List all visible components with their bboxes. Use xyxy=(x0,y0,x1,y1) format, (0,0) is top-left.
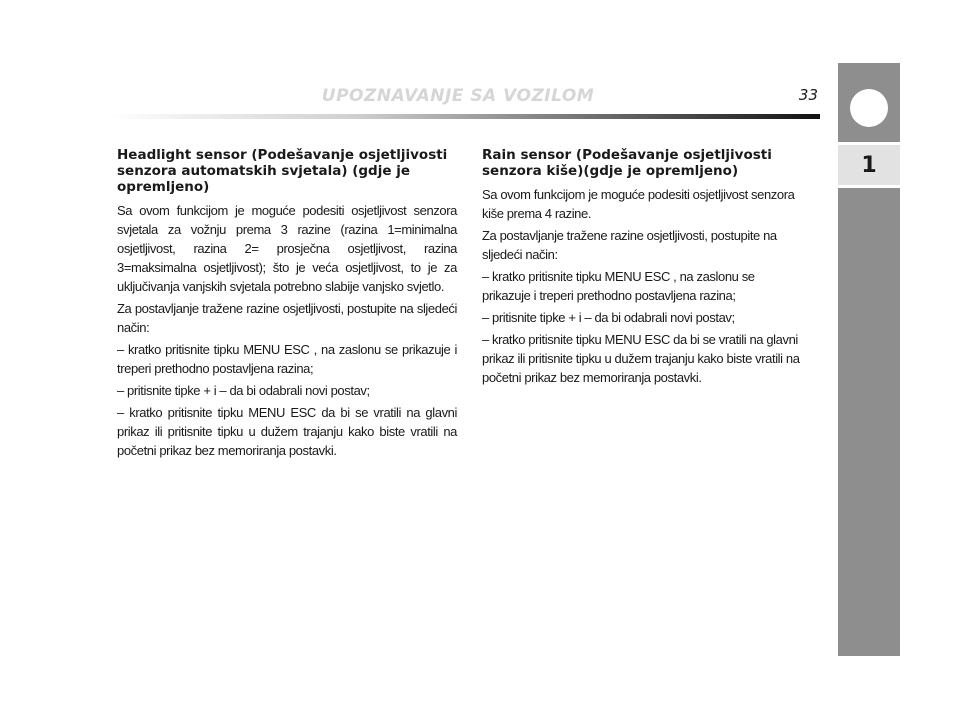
header-divider xyxy=(108,114,820,119)
list-item: – kratko pritisnite tipku MENU ESC , na zaslonu se prikazuje i treperi prethodno postavljena razina; xyxy=(482,269,755,303)
page-header-title: UPOZNAVANJE SA VOZILOM xyxy=(321,86,595,106)
right-column xyxy=(482,147,800,390)
paragraph: Sa ovom funkcijom je moguće podesiti osjetljivost senzora svjetala za vožnju prema 3 razine (razina 1=minimalna osjetljivost, razina 2= prosječna osjetljivost, razina 3=maksimalna osjetljivost); što je veća osjetljivost, to je za uključivanja vanjskih svjetala potrebno slabije vanjsko svjetlo. xyxy=(117,203,457,294)
list-item: – kratko pritisnite tipku MENU ESC da bi se vratili na glavni prikaz ili pritisnite tipku u dužem trajanju kako biste vratili na početni prikaz bez memoriranja postavki. xyxy=(482,332,800,385)
rain-sensor-heading: Rain sensor (Podešavanje osjetljivosti senzora kiše)(gdje je opremljeno) xyxy=(482,147,772,179)
left-column xyxy=(117,147,457,463)
page-number: 33 xyxy=(798,86,818,104)
chapter-circle-icon xyxy=(850,89,888,127)
side-tab-divider-lower xyxy=(838,185,900,188)
list-item: – pritisnite tipke + i – da bi odabrali novi postav; xyxy=(117,383,370,398)
paragraph: Za postavljanje tražene razine osjetljivosti, postupite na sljedeći način: xyxy=(482,228,777,262)
paragraph: Za postavljanje tražene razine osjetljivosti, postupite na sljedeći način: xyxy=(117,301,457,335)
chapter-side-tab xyxy=(838,63,900,656)
chapter-number: 1 xyxy=(861,152,877,178)
list-item: – pritisnite tipke + i – da bi odabrali novi postav; xyxy=(482,310,735,325)
list-item: – kratko pritisnite tipku MENU ESC da bi se vratili na glavni prikaz ili pritisnite tipku u dužem trajanju kako biste vratili na početni prikaz bez memoriranja postavki. xyxy=(117,405,457,458)
list-item: – kratko pritisnite tipku MENU ESC , na zaslonu se prikazuje i treperi prethodno postavljena razina; xyxy=(117,342,457,376)
paragraph: Sa ovom funkcijom je moguće podesiti osjetljivost senzora kiše prema 4 razine. xyxy=(482,187,795,221)
chapter-number-box xyxy=(838,145,900,185)
headlight-sensor-heading: Headlight sensor (Podešavanje osjetljivosti senzora automatskih svjetala) (gdje je opremljeno) xyxy=(117,147,448,195)
